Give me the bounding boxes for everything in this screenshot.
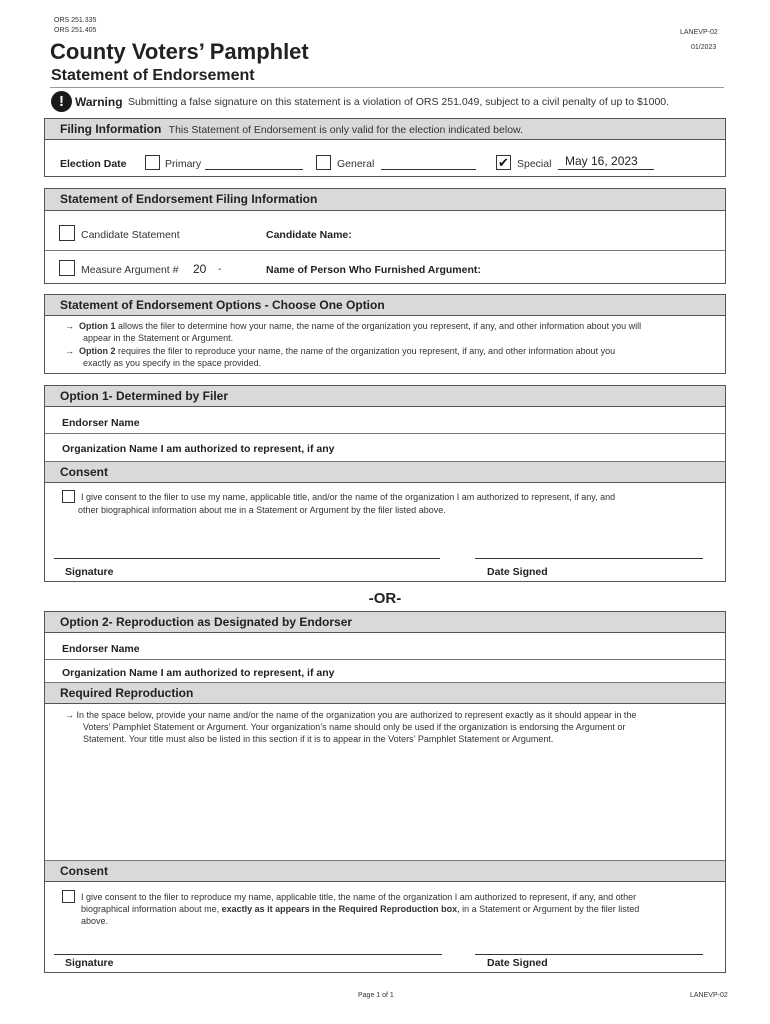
option1-consent-title: Consent <box>45 462 725 483</box>
option1-consent-line2: other biographical information about me in a Statement or Argument by the filer listed above. <box>78 505 446 515</box>
option2-bold: Option 2 <box>79 346 116 356</box>
required-line1-text: In the space below, provide your name and/or the name of the organization you are authorized to represent exactly as it should appear in the <box>76 710 637 720</box>
option2-signature-label: Signature <box>65 957 114 969</box>
consent-line2-bold: exactly as it appears in the Required Reproduction box <box>221 904 458 914</box>
special-date-field[interactable] <box>558 169 654 170</box>
endorsement-filing-section <box>44 188 726 284</box>
option1-line2: appear in the Statement or Argument. <box>83 333 234 343</box>
option2-description <box>65 345 615 357</box>
warning-text: Submitting a false signature on this statement is a violation of ORS 251.049, subject to a civil penalty of up to $1000. <box>128 96 670 108</box>
option1-consent-checkbox[interactable] <box>62 490 75 503</box>
option2-consent-line3: above. <box>81 916 109 926</box>
option1-signature-label: Signature <box>65 566 114 578</box>
option2-consent-title: Consent <box>45 861 725 882</box>
option2-section <box>44 611 726 973</box>
option2-title: Option 2- Reproduction as Designated by Endorser <box>45 612 725 633</box>
row-divider <box>45 659 725 660</box>
form-id: LANEVP-02 <box>680 29 718 36</box>
furnished-by-label: Name of Person Who Furnished Argument: <box>266 264 481 276</box>
required-reproduction-line3: Statement. Your title must also be listed in this section if it is to appear in the Voters’ Pamphlet Statement or Argument. <box>83 734 554 744</box>
options-title: Statement of Endorsement Options - Choose One Option <box>45 295 725 316</box>
measure-argument-checkbox[interactable] <box>59 260 75 276</box>
primary-checkbox[interactable] <box>145 155 160 170</box>
option2-date-field[interactable] <box>475 954 703 955</box>
option2-organization-label: Organization Name I am authorized to represent, if any <box>62 667 335 679</box>
required-reproduction-textarea[interactable] <box>45 747 725 860</box>
general-checkbox[interactable] <box>316 155 331 170</box>
title-divider <box>50 87 724 88</box>
option2-line2: exactly as you specify in the space provided. <box>83 358 262 368</box>
option1-bold: Option 1 <box>79 321 116 331</box>
page-number: Page 1 of 1 <box>358 992 394 999</box>
measure-dash: - <box>218 263 222 275</box>
option1-endorser-name-label: Endorser Name <box>62 417 140 429</box>
option1-title: Option 1- Determined by Filer <box>45 386 725 407</box>
option1-description <box>65 320 641 332</box>
arrow-icon: → <box>65 321 74 331</box>
warning-label: Warning <box>75 95 123 109</box>
measure-argument-label: Measure Argument # <box>81 264 179 276</box>
filing-information-note: This Statement of Endorsement is only valid for the election indicated below. <box>168 124 523 136</box>
required-reproduction-line2: Voters’ Pamphlet Statement or Argument. Your organization’s name should only be used if the organization is endorsing the Argument or <box>83 722 626 732</box>
option1-date-label: Date Signed <box>487 566 548 578</box>
option1-signature-field[interactable] <box>54 558 440 559</box>
form-date: 01/2023 <box>691 44 717 51</box>
option1-line1: allows the filer to determine how your name, the name of the organization you represent, if any, and other information about you will <box>115 321 642 331</box>
election-date-label: Election Date <box>60 158 127 170</box>
option2-signature-field[interactable] <box>54 954 442 955</box>
filing-information-header <box>45 119 725 140</box>
option2-consent-line1: I give consent to the filer to reproduce my name, applicable title, the name of the organization I am authorized to represent, if any, and other <box>81 892 637 902</box>
footer-form-id: LANEVP-02 <box>690 992 728 999</box>
ors-reference-2: ORS 251.405 <box>54 27 97 34</box>
option2-consent-line2 <box>81 903 639 915</box>
page-title: County Voters’ Pamphlet <box>50 39 309 64</box>
primary-label: Primary <box>165 158 202 170</box>
or-divider: -OR- <box>368 590 402 607</box>
filing-information-title: Filing Information <box>60 122 162 136</box>
special-date-value: May 16, 2023 <box>565 154 638 168</box>
general-label: General <box>337 158 375 170</box>
row-divider <box>45 250 725 251</box>
special-label: Special <box>517 158 552 170</box>
arrow-icon: → <box>65 346 74 356</box>
option1-section <box>44 385 726 582</box>
primary-date-field[interactable] <box>205 169 303 170</box>
candidate-statement-checkbox[interactable] <box>59 225 75 241</box>
warning-icon: ! <box>51 91 72 112</box>
option2-line1: requires the filer to reproduce your name, the name of the organization you represent, if any, and other information about you <box>115 346 616 356</box>
candidate-statement-label: Candidate Statement <box>81 229 180 241</box>
arrow-icon: → <box>65 710 74 720</box>
special-checkbox[interactable]: ✔ <box>496 155 511 170</box>
option2-date-label: Date Signed <box>487 957 548 969</box>
measure-number-value[interactable]: 20 <box>193 262 207 276</box>
filing-information-section <box>44 118 726 177</box>
candidate-name-label: Candidate Name: <box>266 229 352 241</box>
general-date-field[interactable] <box>381 169 476 170</box>
option2-endorser-name-label: Endorser Name <box>62 643 140 655</box>
option1-organization-label: Organization Name I am authorized to represent, if any <box>62 443 335 455</box>
option1-consent-line1: I give consent to the filer to use my name, applicable title, and/or the name of the organization I am authorized to represent, if any, and <box>81 492 616 502</box>
consent-line2-part-c: , in a Statement or Argument by the filer listed <box>457 904 640 914</box>
row-divider <box>45 433 725 434</box>
page-subtitle: Statement of Endorsement <box>51 67 255 84</box>
option2-consent-checkbox[interactable] <box>62 890 75 903</box>
ors-reference-1: ORS 251.335 <box>54 17 97 24</box>
endorsement-filing-title: Statement of Endorsement Filing Information <box>45 189 725 211</box>
option2-required-reproduction-title: Required Reproduction <box>45 683 725 704</box>
option1-date-field[interactable] <box>475 558 703 559</box>
required-reproduction-line1 <box>65 709 636 721</box>
options-section <box>44 294 726 374</box>
consent-line2-part-a: biographical information about me, <box>81 904 222 914</box>
